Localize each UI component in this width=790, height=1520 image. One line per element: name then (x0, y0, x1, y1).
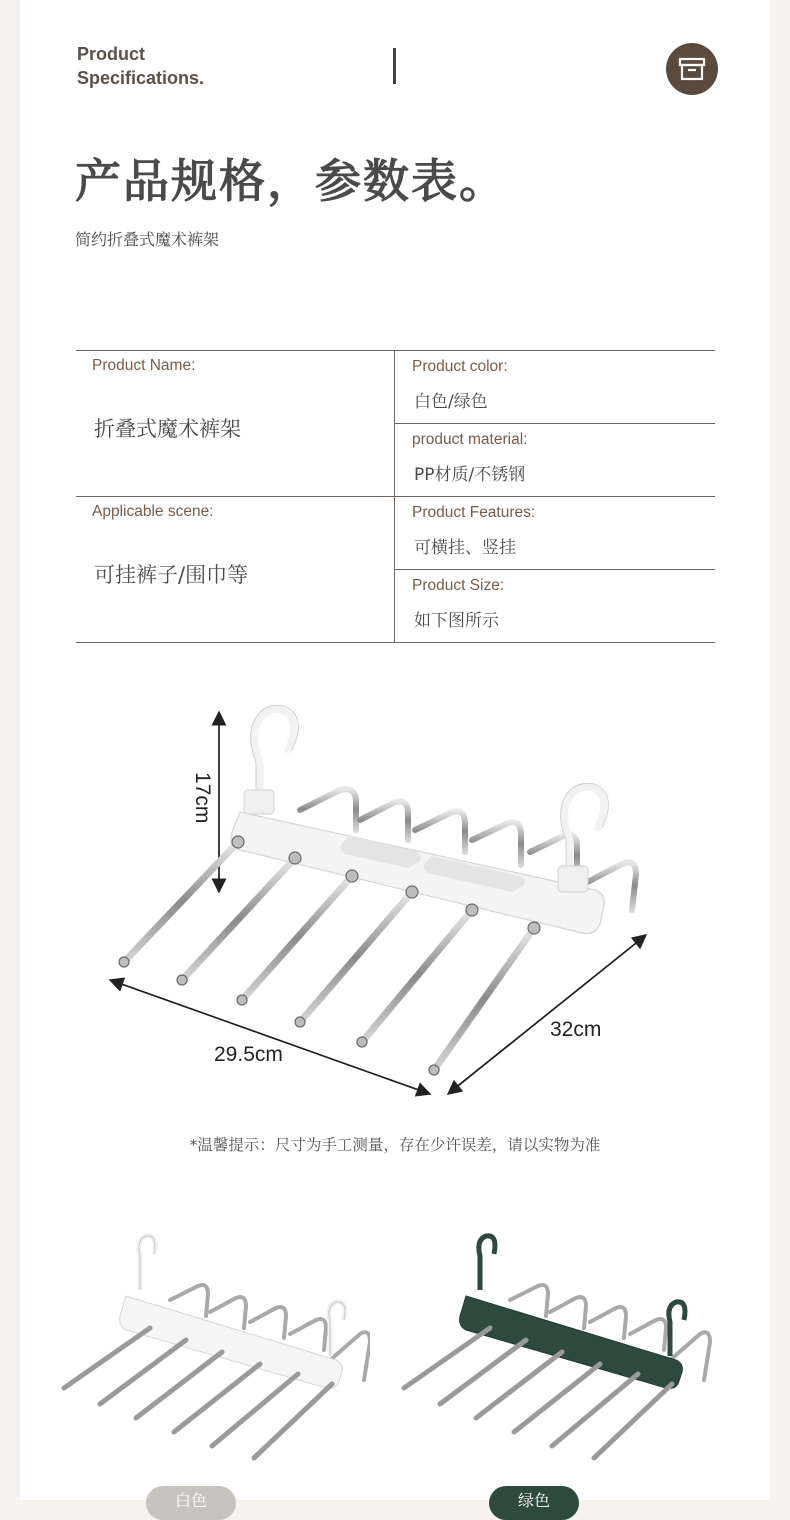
variant-white-image (40, 1230, 370, 1480)
header-title-line1: Product (77, 44, 146, 64)
depth-arrow-down (448, 940, 640, 1094)
height-label: 17cm (191, 772, 214, 824)
spec-table (76, 350, 715, 643)
spec-cell-product-size (395, 569, 715, 642)
page-subtitle: 简约折叠式魔术裤架 (75, 230, 220, 249)
variant-white-label: 白色 (146, 1486, 236, 1520)
applicable-scene-label: Applicable scene: (92, 503, 214, 520)
spec-cell-right-bottom (395, 497, 716, 643)
product-color-label: Product color: (412, 358, 508, 375)
product-material-value: PP材质/不锈钢 (414, 465, 526, 485)
header-title-line2: Specifications. (77, 68, 205, 88)
header-divider (393, 48, 396, 84)
spec-cell-right-top (395, 351, 716, 497)
product-color-value: 白色/绿色 (414, 392, 488, 412)
spec-cell-product-material (395, 423, 715, 496)
archive-box-icon (666, 43, 718, 95)
width-arrow-right (116, 982, 430, 1094)
product-features-value: 可横挂、竖挂 (414, 538, 516, 558)
hook-left (255, 709, 294, 802)
product-features-label: Product Features: (412, 504, 536, 521)
spec-cell-product-color (395, 351, 715, 423)
spec-cell-product-name (76, 351, 395, 497)
header-title (77, 42, 204, 90)
dimension-diagram (20, 690, 770, 1110)
width-label: 29.5cm (214, 1043, 283, 1066)
depth-label: 32cm (550, 1018, 602, 1041)
product-material-label: product material: (412, 431, 528, 448)
spec-cell-applicable-scene (76, 497, 395, 643)
spec-page (20, 0, 770, 1510)
product-name-label: Product Name: (92, 357, 196, 374)
product-name-value: 折叠式魔术裤架 (94, 417, 241, 441)
applicable-scene-value: 可挂裤子/围巾等 (94, 563, 249, 587)
product-size-value: 如下图所示 (414, 611, 499, 631)
variant-green-image (380, 1230, 720, 1480)
measurement-note: *温馨提示：尺寸为手工测量，存在少许误差，请以实物为准 (189, 1136, 601, 1154)
variant-green-label: 绿色 (489, 1486, 579, 1520)
hook-left-base (244, 790, 274, 814)
page-title: 产品规格，参数表。 (75, 154, 507, 208)
hook-right-base (558, 866, 588, 892)
spec-cell-product-features (395, 497, 715, 569)
product-size-label: Product Size: (412, 577, 505, 594)
